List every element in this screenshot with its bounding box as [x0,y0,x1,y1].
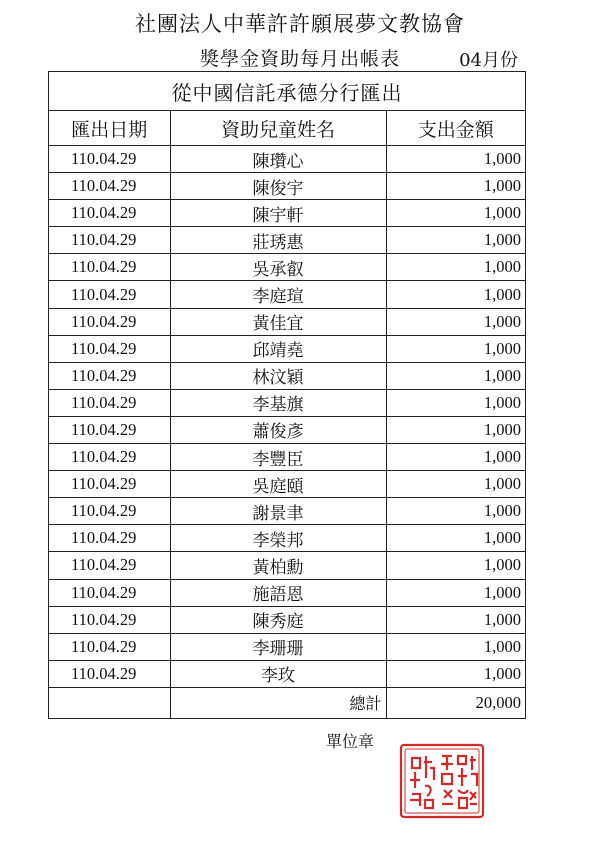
payout-date-cell: 110.04.29 [49,579,170,606]
table-row [49,335,525,362]
amount-cell: 1,000 [386,633,525,660]
bank-line: 從中國信託承德分行匯出 [49,72,525,111]
total-blank-cell [49,687,170,718]
amount-cell: 1,000 [386,444,525,471]
amount-cell: 1,000 [386,362,525,389]
payout-date-cell: 110.04.29 [49,227,170,254]
amount-cell: 1,000 [386,416,525,443]
table-row [49,173,525,200]
table-row [49,498,525,525]
child-name-cell: 李庭瑄 [170,281,386,308]
child-name-cell: 陳秀庭 [170,606,386,633]
organization-seal [398,742,486,820]
payout-date-cell: 110.04.29 [49,308,170,335]
child-name-cell: 李豐臣 [170,444,386,471]
child-name-cell: 黃佳宜 [170,308,386,335]
child-name-cell: 李榮邦 [170,525,386,552]
table-row [49,633,525,660]
total-row [49,687,525,718]
payout-date-cell: 110.04.29 [49,444,170,471]
child-name-cell: 黃柏勳 [170,552,386,579]
child-name-cell: 施語恩 [170,579,386,606]
child-name-cell: 莊琇惠 [170,227,386,254]
unit-seal-label: 單位章 [326,732,375,751]
column-header-date: 匯出日期 [49,111,170,146]
amount-cell: 1,000 [386,660,525,687]
amount-cell: 1,000 [386,579,525,606]
child-name-cell: 陳瓚心 [170,146,386,173]
child-name-cell: 李珊珊 [170,633,386,660]
amount-cell: 1,000 [386,389,525,416]
payout-date-cell: 110.04.29 [49,335,170,362]
payout-date-cell: 110.04.29 [49,525,170,552]
child-name-cell: 吳庭頤 [170,471,386,498]
child-name-cell: 李玫 [170,660,386,687]
payout-date-cell: 110.04.29 [49,173,170,200]
report-month: 04月份 [459,50,518,71]
amount-cell: 1,000 [386,552,525,579]
table-row [49,227,525,254]
amount-cell: 1,000 [386,335,525,362]
amount-cell: 1,000 [386,254,525,281]
child-name-cell: 吳承叡 [170,254,386,281]
table-header-row [49,111,525,146]
amount-cell: 1,000 [386,281,525,308]
payout-date-cell: 110.04.29 [49,660,170,687]
table-row [49,552,525,579]
payout-date-cell: 110.04.29 [49,281,170,308]
table-row [49,362,525,389]
payout-date-cell: 110.04.29 [49,498,170,525]
total-label: 總計 [170,687,386,718]
table-row [49,281,525,308]
payout-date-cell: 110.04.29 [49,471,170,498]
child-name-cell: 陳俊宇 [170,173,386,200]
payout-date-cell: 110.04.29 [49,362,170,389]
total-amount: 20,000 [386,687,525,718]
table-row [49,308,525,335]
table-row [49,200,525,227]
amount-cell: 1,000 [386,606,525,633]
table-row [49,389,525,416]
payout-date-cell: 110.04.29 [49,200,170,227]
amount-cell: 1,000 [386,227,525,254]
amount-cell: 1,000 [386,471,525,498]
table-row [49,254,525,281]
child-name-cell: 謝景聿 [170,498,386,525]
payout-table [49,111,525,719]
child-name-cell: 李基旗 [170,389,386,416]
child-name-cell: 陳宇軒 [170,200,386,227]
payout-date-cell: 110.04.29 [49,416,170,443]
column-header-amount: 支出金額 [386,111,525,146]
payout-date-cell: 110.04.29 [49,254,170,281]
column-header-child-name: 資助兒童姓名 [170,111,386,146]
child-name-cell: 林汶穎 [170,362,386,389]
child-name-cell: 蕭俊彥 [170,416,386,443]
payout-date-cell: 110.04.29 [49,146,170,173]
amount-cell: 1,000 [386,498,525,525]
amount-cell: 1,000 [386,146,525,173]
table-body [49,146,525,688]
report-title: 獎學金資助每月出帳表 [199,48,400,70]
amount-cell: 1,000 [386,525,525,552]
table-row [49,579,525,606]
table-row [49,525,525,552]
payout-sheet [48,71,526,719]
table-row [49,146,525,173]
amount-cell: 1,000 [386,200,525,227]
payout-date-cell: 110.04.29 [49,633,170,660]
amount-cell: 1,000 [386,308,525,335]
organization-name: 社團法人中華許許願展夢文教協會 [135,12,465,36]
table-row [49,471,525,498]
table-row [49,444,525,471]
table-row [49,416,525,443]
child-name-cell: 邱靖堯 [170,335,386,362]
payout-date-cell: 110.04.29 [49,606,170,633]
payout-date-cell: 110.04.29 [49,552,170,579]
table-row [49,660,525,687]
payout-date-cell: 110.04.29 [49,389,170,416]
table-row [49,606,525,633]
amount-cell: 1,000 [386,173,525,200]
